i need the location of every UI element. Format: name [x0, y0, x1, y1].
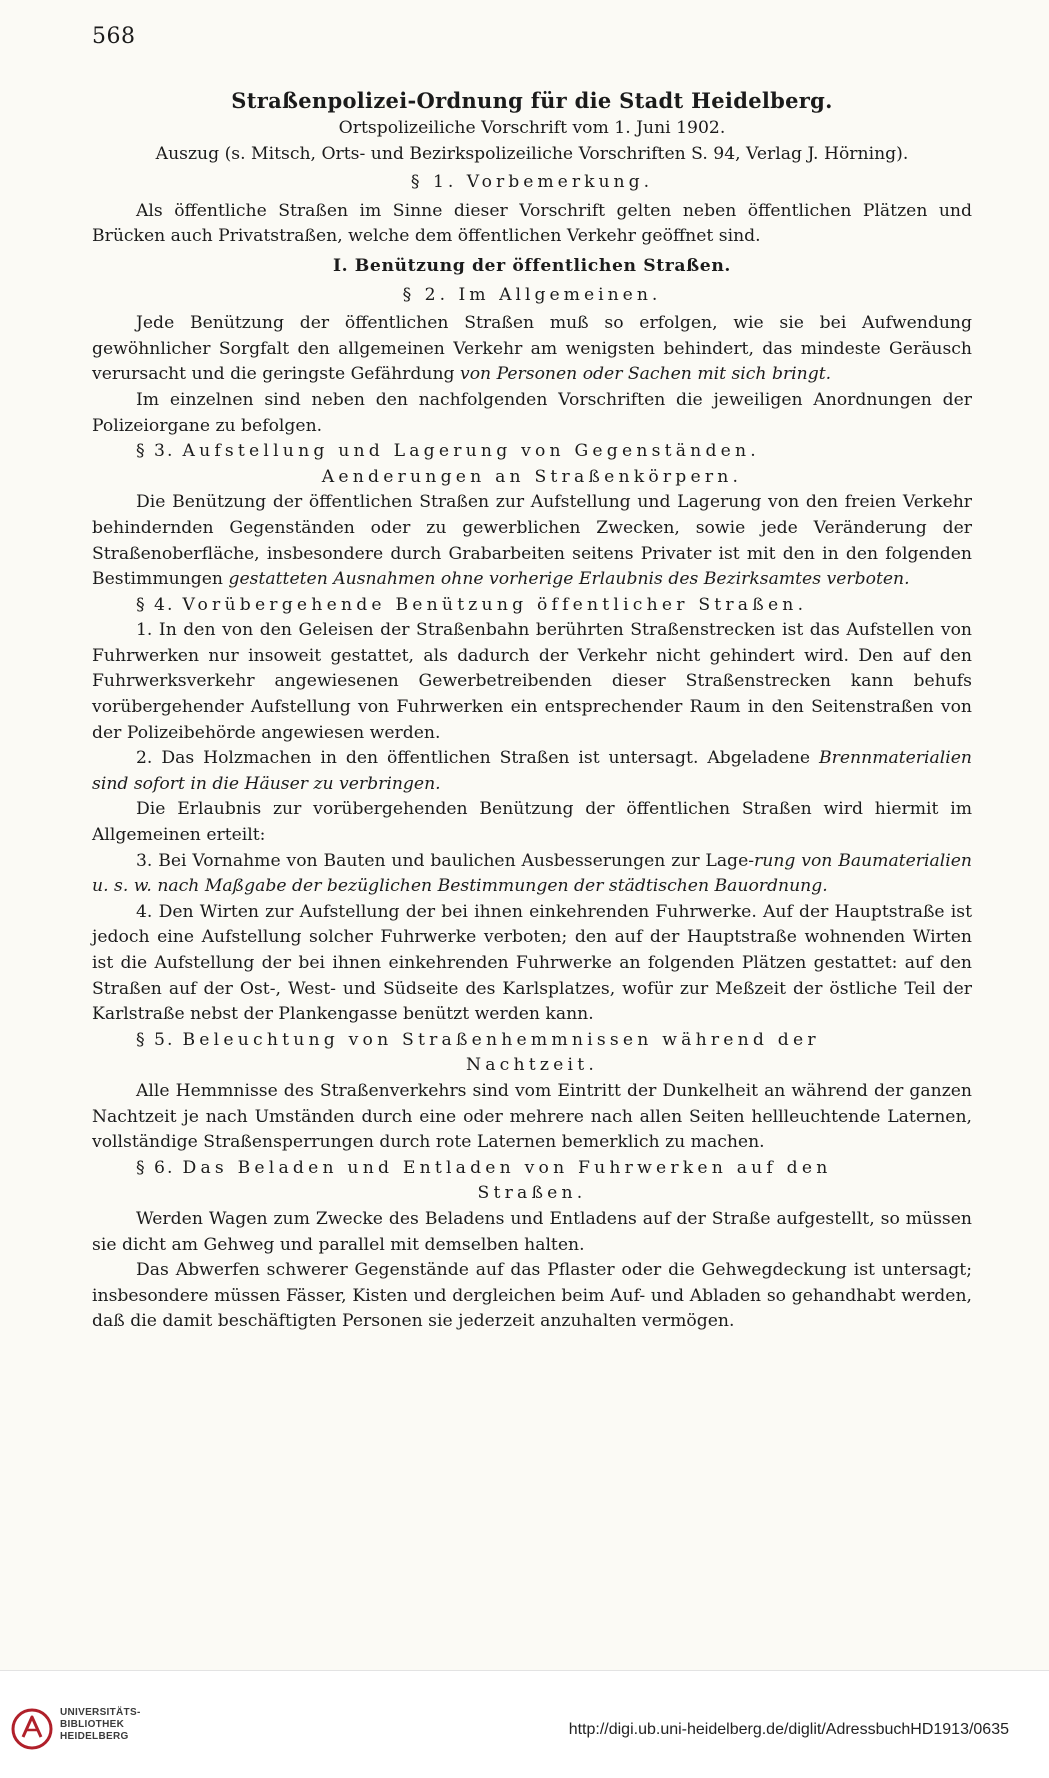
document-subtitle: Ortspolizeiliche Vorschrift vom 1. Juni 1902.: [338, 118, 726, 138]
library-name: [60, 1707, 141, 1743]
section-6-heading: [92, 1156, 972, 1182]
section-2-paragraph-1: [92, 311, 972, 388]
section-4-item-2-italic: Brennmaterialien sind sofort in die Häuser zu verbringen.: [92, 748, 973, 794]
section-4-item-3-text: 3. Bei Vornahme von Bauten und baulichen Ausbesserungen zur Lage-: [136, 850, 755, 871]
section-3-heading: [92, 439, 972, 465]
library-name-line-1: UNIVERSITÄTS-: [60, 1707, 141, 1718]
section-3-heading-text: Aufstellung und Lagerung von Gegenständen.: [182, 441, 760, 462]
section-2-paragraph-1-italic: von Personen oder Sachen mit sich bringt.: [459, 364, 832, 385]
library-name-line-2: BIBLIOTHEK: [60, 1719, 125, 1730]
section-4-item-3-italic: rung von Baumaterialien u. s. w. nach Maßgabe der bezüglichen Bestimmungen der städtischen Bauordnung.: [92, 850, 972, 897]
section-3-paragraph-italic: gestatteten Ausnahmen ohne vorherige Erlaubnis des Bezirksamtes verboten.: [228, 569, 910, 590]
section-3-paragraph: [92, 490, 972, 592]
university-library-logo-icon: [10, 1707, 54, 1751]
section-4-heading-text: Vorübergehende Benützung öffentlicher Straßen.: [182, 594, 808, 615]
section-4-item-2-text: 2. Das Holzmachen in den öffentlichen Straßen ist untersagt. Abgeladene: [136, 748, 811, 769]
section-6-heading-text: Das Beladen und Entladen von Fuhrwerken auf den: [182, 1157, 832, 1178]
section-5-paragraph: Alle Hemmnisse des Straßenverkehrs sind vom Eintritt der Dunkelheit an während der ganzen Nachtzeit je nach Umständen durch eine oder mehrere nach allen Seiten hellleuchtende Laternen, vollständige Straßensperrungen durch rote Laternen bemerklich zu machen.: [92, 1080, 972, 1153]
document-title: Straßenpolizei-Ordnung für die Stadt Heidelberg.: [231, 88, 833, 113]
section-4-item-1: 1. In den von den Geleisen der Straßenbahn berührten Straßenstrecken ist das Aufstellen von Fuhrwerken nur insoweit gestattet, als dadurch der Verkehr nicht gehindert wird. Den auf den Fuhrwerksverkehr angewiesenen Gewerbetreibenden dieser Straßenstrecken kann behufs vorübergehender Aufstellung von Fuhrwerken ein entsprechender Raum in den Seitenstraßen von der Polizeibehörde angewiesen werden.: [92, 620, 972, 743]
section-3-label: § 3.: [136, 441, 175, 462]
section-4-item-4: 4. Den Wirten zur Aufstellung der bei ihnen einkehrenden Fuhrwerke. Auf der Hauptstraße ist jedoch eine Aufstellung solcher Fuhrwerke verboten; den auf der Hauptstraße wohnenden Wirten ist die Aufstellung der bei ihnen einkehrenden Fuhrwerke an folgenden Plätzen gestattet: auf den Straßen auf der Ost-, West- und Südseite des Karlsplatzes, wofür zur Meßzeit der östliche Teil der Karlstraße nebst der Plankengasse benützt werden kann.: [92, 901, 972, 1025]
section-3-subheading: Aenderungen an Straßenkörpern.: [321, 466, 743, 487]
section-3-paragraph-text: Die Benützung der öffentlichen Straßen zur Aufstellung und Lagerung von den freien Verkehr behindernden Gegenständen oder zu gewerblichen Zwecken, sowie jede Veränderung der Straßenoberfläche, insbesondere durch Grabarbeiten seitens Privater ist mit den in den folgenden Bestimmungen: [92, 492, 972, 590]
section-4-heading: [92, 593, 972, 619]
section-4-item-3: [92, 849, 972, 900]
section-5-subheading: Nachtzeit.: [466, 1055, 598, 1076]
section-2-paragraph-2: Im einzelnen sind neben den nachfolgenden Vorschriften die jeweiligen Anordnungen der Polizeiorgane zu befolgen.: [92, 389, 972, 436]
library-footer: [0, 1670, 1049, 1778]
section-4-label: § 4.: [136, 594, 175, 615]
section-6-paragraph-1: Werden Wagen zum Zwecke des Beladens und Entladens auf der Straße aufgestellt, so müssen sie dicht am Gehweg und parallel mit demselben halten.: [92, 1208, 972, 1255]
section-5-heading: [92, 1028, 972, 1054]
section-1-paragraph: Als öffentliche Straßen im Sinne dieser Vorschrift gelten neben öffentlichen Plätzen und Brücken auch Privatstraßen, welche dem öffentlichen Verkehr geöffnet sind.: [92, 200, 972, 247]
section-2-paragraph-1-text: Jede Benützung der öffentlichen Straßen muß so erfolgen, wie sie bei Aufwendung gewöhnlicher Sorgfalt den allgemeinen Verkehr am wenigsten behindert, das mindeste Geräusch verursacht und die geringste Gefährdung: [92, 313, 972, 385]
part-1-title: I. Benützung der öffentlichen Straßen.: [332, 255, 732, 276]
section-6-subheading: Straßen.: [477, 1183, 587, 1204]
section-6-label: § 6.: [136, 1157, 175, 1178]
excerpt-note: Auszug (s. Mitsch, Orts- und Bezirkspolizeiliche Vorschriften S. 94, Verlag J. Hörning).: [155, 143, 909, 164]
section-4-item-2: [92, 746, 972, 797]
page-number: 568: [92, 24, 136, 49]
section-6-paragraph-2: Das Abwerfen schwerer Gegenstände auf das Pflaster oder die Gehwegdeckung ist untersagt; insbesondere müssen Fässer, Kisten und dergleichen beim Auf- und Abladen so gehandhabt werden, daß die damit beschäftigten Personen sie jederzeit anzuhalten vermögen.: [92, 1260, 972, 1332]
section-4-note: Die Erlaubnis zur vorübergehenden Benützung der öffentlichen Straßen wird hiermit im Allgemeinen erteilt:: [92, 799, 972, 846]
source-url-link[interactable]: http://digi.ub.uni-heidelberg.de/diglit/AdressbuchHD1913/0635: [568, 1721, 1009, 1738]
section-5-heading-text: Beleuchtung von Straßenhemmnissen während der: [182, 1029, 820, 1050]
library-name-line-3: HEIDELBERG: [60, 1731, 129, 1742]
document-body: [92, 86, 972, 1335]
section-5-label: § 5.: [136, 1029, 175, 1050]
section-1-heading: § 1. Vorbemerkung.: [410, 172, 654, 193]
section-2-heading: § 2. Im Allgemeinen.: [402, 284, 662, 305]
